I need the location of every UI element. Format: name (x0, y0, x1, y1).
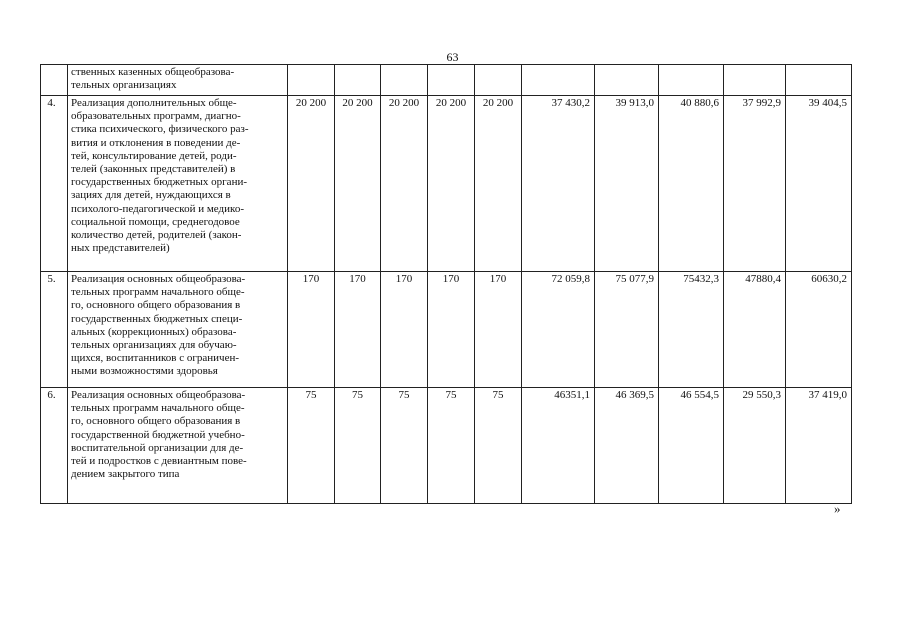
value-cell (595, 65, 659, 96)
value-cell: 39 913,0 (595, 96, 659, 272)
description-line: Реализация основных общеобразова- (71, 389, 246, 401)
description-line: образовательных программ, диагно- (71, 110, 241, 123)
value-cell: 29 550,3 (724, 388, 786, 504)
description-line: ными возможностями здоровья (71, 365, 218, 378)
table-body (41, 65, 852, 504)
row-description (68, 96, 288, 272)
table-row (41, 388, 852, 504)
value-cell: 20 200 (428, 96, 475, 272)
row-index: 6. (41, 388, 68, 504)
value-cell: 75 (381, 388, 428, 504)
value-cell: 75 (428, 388, 475, 504)
value-cell (724, 65, 786, 96)
value-cell (659, 65, 724, 96)
value-cell: 46 554,5 (659, 388, 724, 504)
value-cell: 47880,4 (724, 272, 786, 388)
value-cell: 20 200 (288, 96, 335, 272)
table-row (41, 272, 852, 388)
value-cell: 170 (475, 272, 522, 388)
value-cell (475, 65, 522, 96)
value-cell: 37 419,0 (786, 388, 852, 504)
value-cell: 72 059,8 (522, 272, 595, 388)
description-line: тей и подростков с девиантным пове- (71, 455, 247, 468)
value-cell: 170 (335, 272, 381, 388)
description-line: го, основного общего образования в (71, 415, 241, 428)
closing-quote-mark: » (834, 501, 841, 516)
row-index: 4. (41, 96, 68, 272)
value-cell: 20 200 (335, 96, 381, 272)
description-line: зациях для детей, нуждающихся в (71, 189, 231, 202)
value-cell: 170 (381, 272, 428, 388)
value-cell (522, 65, 595, 96)
value-cell: 75 (335, 388, 381, 504)
description-line: государственной бюджетной учебно- (71, 428, 245, 441)
budget-table (40, 64, 852, 504)
value-cell: 170 (428, 272, 475, 388)
value-cell (288, 65, 335, 96)
description-line: воспитательной организации для де- (71, 441, 244, 454)
table-row (41, 96, 852, 272)
description-line: тельных программ начального обще- (71, 402, 245, 415)
value-cell: 75 (475, 388, 522, 504)
row-description (68, 272, 288, 388)
value-cell: 20 200 (475, 96, 522, 272)
description-line: тей, консультирование детей, роди- (71, 149, 237, 162)
description-line: телей (законных представителей) в (71, 163, 236, 176)
value-cell: 170 (288, 272, 335, 388)
description-line: стика психического, физического раз- (71, 123, 249, 136)
value-cell (335, 65, 381, 96)
description-line: дением закрытого типа (71, 468, 180, 481)
description-line: Реализация дополнительных обще- (71, 97, 237, 109)
row-index (41, 65, 68, 96)
value-cell: 75 077,9 (595, 272, 659, 388)
row-index: 5. (41, 272, 68, 388)
value-cell: 37 992,9 (724, 96, 786, 272)
description-line: количество детей, родителей (закон- (71, 229, 242, 242)
description-line: ственных казенных общеобразова- (71, 66, 235, 78)
description-line: государственных бюджетных органи- (71, 176, 248, 189)
description-line: Реализация основных общеобразова- (71, 273, 246, 285)
description-line: социальной помощи, среднегодовое (71, 215, 240, 228)
value-cell: 20 200 (381, 96, 428, 272)
value-cell: 75432,3 (659, 272, 724, 388)
description-line: государственных бюджетных специ- (71, 312, 243, 325)
value-cell (428, 65, 475, 96)
value-cell: 75 (288, 388, 335, 504)
value-cell (786, 65, 852, 96)
description-line: тельных программ начального обще- (71, 286, 245, 299)
row-description (68, 65, 288, 96)
value-cell: 39 404,5 (786, 96, 852, 272)
description-line: тельных организациях для обучаю- (71, 339, 237, 352)
value-cell: 40 880,6 (659, 96, 724, 272)
row-description (68, 388, 288, 504)
description-line: го, основного общего образования в (71, 299, 241, 312)
value-cell: 37 430,2 (522, 96, 595, 272)
description-line: щихся, воспитанников с ограничен- (71, 352, 240, 365)
table-row (41, 65, 852, 96)
description-line: вития и отклонения в поведении де- (71, 136, 241, 149)
value-cell: 46 369,5 (595, 388, 659, 504)
value-cell: 46351,1 (522, 388, 595, 504)
page-number: 63 (446, 50, 459, 64)
description-line: психолого-педагогической и медико- (71, 202, 244, 215)
description-line: альных (коррекционных) образова- (71, 325, 237, 338)
description-line: тельных организациях (71, 79, 177, 92)
value-cell: 60630,2 (786, 272, 852, 388)
value-cell (381, 65, 428, 96)
description-line: ных представителей) (71, 242, 170, 255)
